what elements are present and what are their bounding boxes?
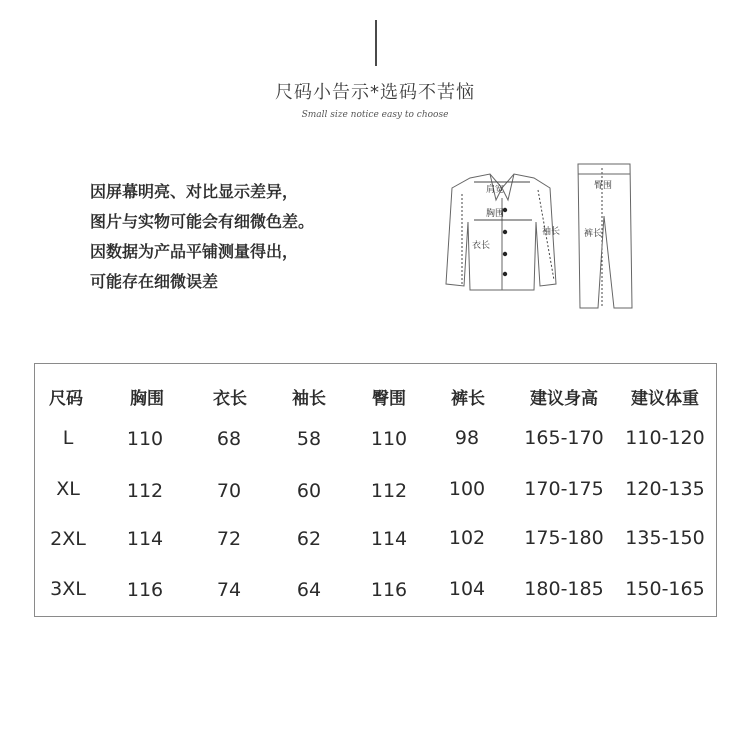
notice-line: 图片与实物可能会有细微色差。 — [90, 212, 315, 231]
table-cell: 180-185 — [524, 578, 604, 600]
decorative-divider-line — [375, 20, 377, 66]
notice-line: 可能存在细微误差 — [90, 272, 219, 291]
chest-label: 胸围 — [486, 209, 505, 219]
pants-length-label: 裤长 — [584, 229, 603, 239]
table-cell: 120-135 — [625, 478, 705, 500]
table-header-cell: 建议身高 — [530, 389, 598, 409]
table-cell: 116 — [370, 579, 408, 601]
table-cell: 112 — [126, 480, 164, 502]
table-cell: 104 — [448, 578, 486, 600]
table-cell: 74 — [216, 579, 242, 601]
table-cell: 68 — [216, 428, 242, 450]
table-cell: 114 — [370, 528, 408, 550]
length-label: 衣长 — [472, 241, 491, 251]
garment-measure-diagram — [432, 158, 642, 318]
sleeve-label: 袖长 — [542, 227, 561, 237]
table-cell: 110 — [370, 428, 408, 450]
table-cell: 165-170 — [524, 427, 604, 449]
page-subtitle: Small size notice easy to choose — [301, 110, 449, 120]
table-header-cell: 衣长 — [213, 389, 247, 409]
table-cell: 100 — [448, 478, 486, 500]
table-header-cell: 袖长 — [292, 389, 326, 409]
page-title: 尺码小告示*选码不苦恼 — [275, 82, 475, 103]
size-table — [34, 363, 717, 617]
table-header-cell: 胸围 — [130, 389, 164, 409]
table-cell: 114 — [126, 528, 164, 550]
table-cell: 110 — [126, 428, 164, 450]
table-cell: 170-175 — [524, 478, 604, 500]
table-header-cell: 臀围 — [372, 389, 406, 409]
table-header-cell: 建议体重 — [631, 389, 699, 409]
table-cell: 135-150 — [625, 527, 705, 549]
table-cell: 116 — [126, 579, 164, 601]
table-cell: 62 — [296, 528, 322, 550]
table-cell: XL — [56, 478, 80, 500]
table-cell: L — [62, 427, 74, 449]
measure-arrows — [462, 168, 602, 306]
hip-label: 臀围 — [594, 181, 613, 191]
table-cell: 2XL — [50, 528, 86, 550]
table-header-cell: 尺码 — [49, 389, 83, 409]
table-cell: 3XL — [50, 578, 86, 600]
size-notice — [90, 177, 314, 297]
table-cell: 64 — [296, 579, 322, 601]
table-cell: 58 — [296, 428, 322, 450]
table-cell: 60 — [296, 480, 322, 502]
table-cell: 150-165 — [625, 578, 705, 600]
table-cell: 175-180 — [524, 527, 604, 549]
table-cell: 98 — [454, 427, 480, 449]
shoulder-label: 肩宽 — [486, 185, 505, 195]
notice-line: 因屏幕明亮、对比显示差异， — [90, 182, 299, 201]
table-cell: 70 — [216, 480, 242, 502]
table-cell: 102 — [448, 527, 486, 549]
table-header-cell: 裤长 — [451, 389, 485, 409]
notice-line: 因数据为产品平铺测量得出， — [90, 242, 299, 261]
table-cell: 112 — [370, 480, 408, 502]
table-cell: 110-120 — [625, 427, 705, 449]
table-cell: 72 — [216, 528, 242, 550]
